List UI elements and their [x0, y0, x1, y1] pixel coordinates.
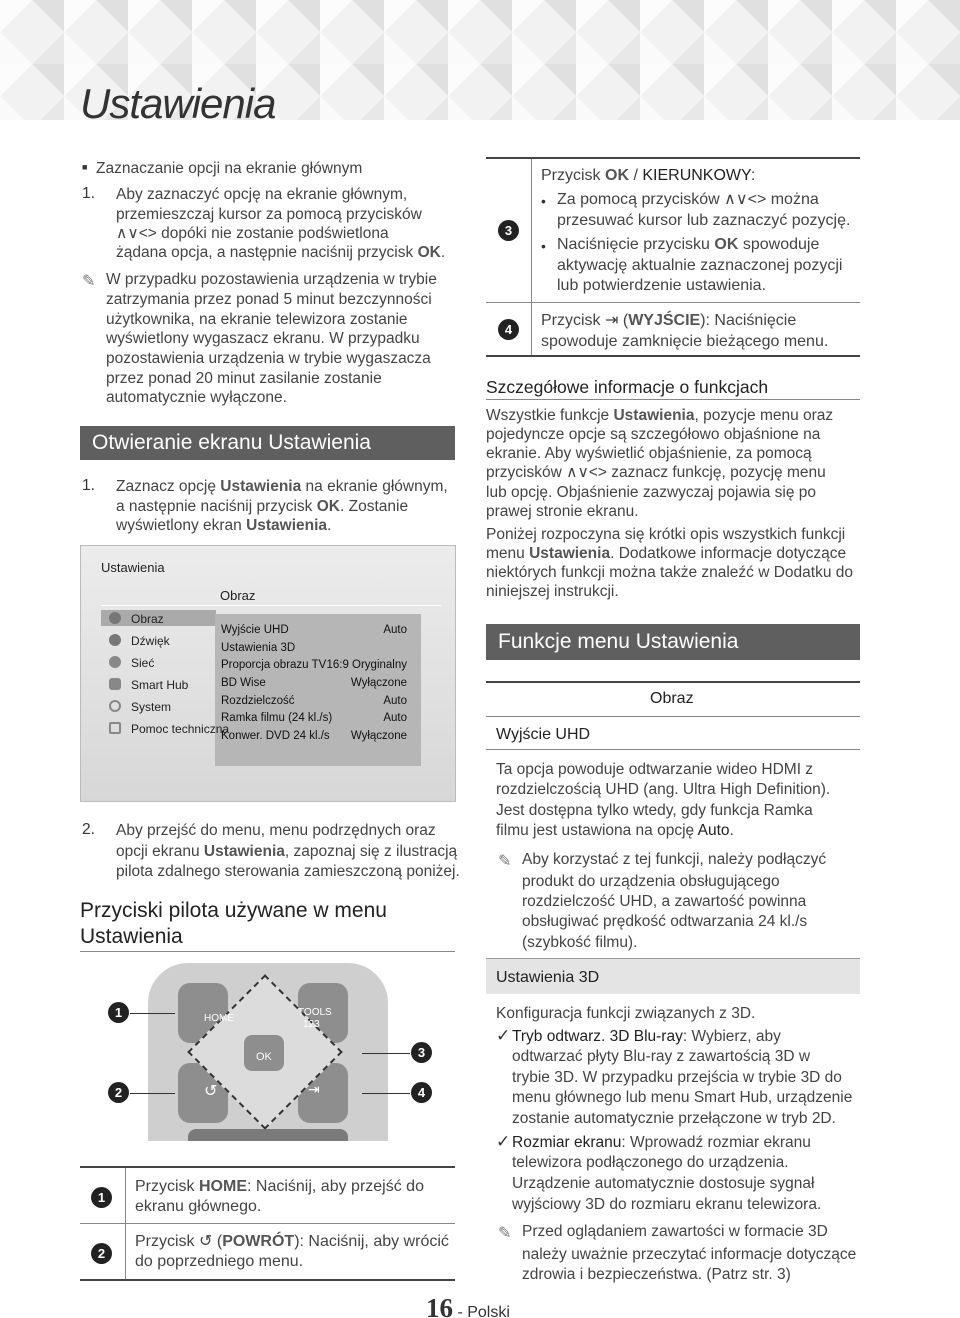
note-line: pozostawienia urządzenia w trybie wygaszacza: [106, 350, 431, 367]
uhd-note-line: obsługiwać prędkość odtwarzania 24 kl./s: [522, 913, 808, 930]
callout-line: [130, 1093, 175, 1094]
menu-row[interactable]: Rozdzielczość Auto: [221, 695, 407, 707]
table-rule: [486, 302, 860, 303]
3d-line: trybie 3D. W przypadku przejścia w trybie 3D do: [512, 1069, 842, 1086]
3d-line: Konfiguracja funkcji związanych z 3D.: [496, 1005, 756, 1022]
callout-line: [362, 1093, 410, 1094]
table-rule: [80, 1279, 455, 1281]
uhd-note-line: rozdzielczość UHD, a zawartość powinna: [522, 893, 807, 910]
checkmark-icon: ✓: [496, 1132, 511, 1151]
callout-line: [130, 1013, 175, 1014]
uhd-note-line: Aby korzystać z tej funkcji, należy podłączyć: [522, 851, 827, 868]
section-bar-open-settings: Otwieranie ekranu Ustawienia: [80, 426, 455, 460]
legend-line: przesuwać kursor lub zaznaczyć pozycję.: [557, 212, 851, 229]
legend-line: ekranu głównego.: [135, 1198, 262, 1215]
legend-line: spowoduje zamknięcie bieżącego menu.: [541, 333, 829, 350]
uhd-line: Ta opcja powoduje odtwarzanie wideo HDMI z: [496, 761, 814, 778]
legend-line: do poprzedniego menu.: [135, 1253, 304, 1270]
note-line: wyświetlony wygaszacz ekranu. W przypadku: [106, 330, 420, 347]
menu-side-item[interactable]: Obraz: [131, 612, 164, 626]
network-icon: [109, 656, 121, 668]
return-icon: ↺: [199, 1233, 213, 1250]
settings-menu-screenshot: [80, 545, 456, 802]
legend-number-2: 2: [91, 1243, 112, 1264]
menu-side-item[interactable]: Smart Hub: [131, 678, 189, 692]
sound-icon: [109, 634, 121, 646]
step-number: 1.: [82, 185, 95, 202]
step1-line: ∧∨<> dopóki nie zostanie podświetlona: [116, 225, 389, 242]
step-number: 1.: [82, 477, 95, 494]
open-step-line: wyświetlony ekran Ustawienia.: [116, 517, 332, 534]
menu-top-divider: [101, 584, 441, 606]
menu-row[interactable]: BD Wise Wyłączone: [221, 677, 407, 689]
detail-line: Poniżej rozpoczyna się krótki opis wszystkich funkcji: [486, 526, 846, 543]
remote-heading: Ustawienia: [80, 925, 183, 948]
uhd-label: Wyjście UHD: [496, 726, 591, 743]
legend-number-3: 3: [498, 220, 519, 241]
note-line: automatycznie wyłączone.: [106, 389, 287, 406]
note-line: użytkownika, na ekranie telewizora zostanie: [106, 311, 408, 328]
callout-number-4: 4: [411, 1082, 432, 1103]
uhd-note-line: produkt do urządzenia obsługującego: [522, 873, 780, 890]
legend-line: lub potwierdzenie ustawienia.: [557, 277, 767, 294]
step2-line: Aby przejść do menu, menu podrzędnych oraz: [116, 822, 436, 839]
3d-note-line: Przed oglądaniem zawartości w formacie 3D: [522, 1223, 828, 1240]
menu-row[interactable]: Proporcja obrazu TV 16:9 Oryginalny: [221, 659, 407, 671]
menu-panel-title: Obraz: [220, 588, 256, 603]
menu-side-item[interactable]: System: [131, 700, 172, 714]
heading-underline: [486, 399, 860, 400]
callout-number-2: 2: [108, 1082, 129, 1103]
page-language: - Polski: [457, 1304, 510, 1318]
note-pencil-icon: ✎: [82, 273, 96, 290]
legend-line: Przycisk OK / KIERUNKOWY:: [541, 167, 756, 184]
step2-line: pilota zdalnego sterowania zamieszczoną poniżej.: [116, 863, 460, 880]
step1-line: żądana opcja, a następnie naciśnij przycisk OK.: [116, 244, 446, 261]
note-pencil-icon: ✎: [498, 1225, 512, 1242]
uhd-line: filmu jest ustawiona na opcję Auto.: [496, 822, 734, 839]
legend-line: Przycisk ⇥ (WYJŚCIE): Naciśnięcie: [541, 312, 797, 329]
3d-line: odtwarzać płyty Blu-ray z zawartością 3D w: [512, 1048, 811, 1065]
menu-row[interactable]: Ramka filmu (24 kl./s) Auto: [221, 712, 407, 724]
smart-hub-icon: [109, 678, 121, 690]
table-rule: [486, 157, 860, 159]
callout-line: [362, 1053, 410, 1054]
picture-icon: [109, 612, 121, 624]
table-rule: [486, 681, 860, 683]
3d-line: Tryb odtwarz. 3D Blu-ray: Wybierz, aby: [512, 1028, 781, 1045]
step-number: 2.: [82, 821, 95, 838]
3d-line: wyjściowy 3D do rozmiaru ekranu telewizora.: [512, 1196, 822, 1213]
legend-number-4: 4: [498, 319, 519, 340]
tools-label-number: 123: [303, 1019, 320, 1030]
step1-line: Aby zaznaczyć opcję na ekranie głównym,: [116, 186, 408, 203]
note-line: W przypadku pozostawienia urządzenia w trybie: [106, 271, 437, 288]
step2-line: opcji ekranu Ustawienia, zapoznaj się z ilustracją: [116, 843, 458, 860]
3d-line: telewizora podłączonego do urządzenia.: [512, 1154, 789, 1171]
detail-line: niniejszej instrukcji.: [486, 583, 619, 600]
home-label: HOME: [204, 1013, 234, 1024]
square-bullet: ■: [82, 162, 88, 172]
bullet-dot: •: [541, 238, 546, 254]
page-title: Ustawienia: [80, 80, 276, 127]
legend-line: Naciśnięcie przycisku OK spowoduje: [557, 236, 820, 253]
checkmark-icon: ✓: [496, 1026, 511, 1045]
table-rule: [80, 1166, 455, 1168]
detail-line: prawej stronie ekranu.: [486, 503, 639, 520]
open-step-line: Zaznacz opcję Ustawienia na ekranie głównym,: [116, 478, 448, 495]
exit-arrow-icon: ⇥: [308, 1081, 320, 1097]
menu-panel: [215, 614, 421, 766]
3d-line: Rozmiar ekranu: Wprowadź rozmiar ekranu: [512, 1134, 811, 1151]
menu-side-item[interactable]: Dźwięk: [131, 634, 170, 648]
table-rule: [486, 355, 860, 357]
exit-icon: ⇥: [605, 312, 619, 329]
arrow-keys-icon: ∧∨<>: [724, 191, 767, 208]
detail-line: menu Ustawienia. Dodatkowe informacje dotyczące: [486, 545, 847, 562]
support-icon: [109, 722, 121, 734]
callout-number-1: 1: [108, 1002, 129, 1023]
legend-line: Przycisk ↺ (POWRÓT): Naciśnij, aby wrócić: [135, 1233, 449, 1250]
system-gear-icon: [109, 700, 121, 712]
selection-heading: Zaznaczanie opcji na ekranie głównym: [96, 160, 363, 177]
detail-line: pojedyncze opcje są szczegółowo objaśnione na: [486, 426, 821, 443]
menu-title: Ustawienia: [101, 560, 165, 575]
remote-bottom-buttons: [188, 1129, 348, 1141]
3d-note-line: zdrowia i bezpieczeństwa. (Patrz str. 3): [522, 1266, 791, 1283]
detail-line: ekranie. Aby wyświetlić objaśnienie, za pomocą: [486, 445, 812, 462]
detail-line: Wszystkie funkcje Ustawienia, pozycje menu oraz: [486, 407, 834, 424]
page-footer: [426, 1293, 510, 1318]
menu-side-item[interactable]: Pomoc techniczna: [131, 722, 230, 736]
bullet-dot: •: [541, 193, 546, 209]
legend-line: Za pomocą przycisków ∧∨<> można: [557, 191, 819, 208]
step1-line: przemieszczaj kursor za pomocą przycisków: [116, 206, 422, 223]
arrow-keys-icon: ∧∨<>: [566, 464, 607, 481]
note-pencil-icon: ✎: [498, 853, 512, 870]
column-heading: Obraz: [650, 690, 694, 707]
legend-line: Przycisk HOME: Naciśnij, aby przejść do: [135, 1178, 424, 1195]
callout-number-3: 3: [411, 1042, 432, 1063]
detail-heading: Szczegółowe informacje o funkcjach: [486, 377, 769, 397]
open-step-line: a następnie naciśnij przycisk OK. Zostanie: [116, 498, 409, 515]
ok-label: OK: [256, 1051, 272, 1063]
table-rule: [80, 1223, 455, 1224]
legend-line: aktywację aktualnie zaznaczonej pozycji: [557, 257, 843, 274]
remote-illustration: [148, 963, 388, 1141]
section-bar-menu-functions: Funkcje menu Ustawienia: [486, 624, 860, 660]
menu-row[interactable]: Ustawienia 3D: [221, 642, 296, 654]
heading-underline: [80, 951, 455, 952]
table-vertical-rule: [531, 159, 532, 355]
remote-heading: Przyciski pilota używane w menu: [80, 899, 387, 922]
menu-side-item[interactable]: Sieć: [131, 656, 155, 670]
uhd-line: Jest dostępna tylko wtedy, gdy funkcja Ramka: [496, 802, 813, 819]
uhd-line: rozdzielczością UHD (ang. Ultra High Definition).: [496, 781, 831, 798]
menu-row[interactable]: Konwer. DVD 24 kl./s Wyłączone: [221, 730, 407, 742]
return-arrow-icon: ↺: [204, 1083, 218, 1100]
note-line: przez ponad 20 minut zasilanie zostanie: [106, 370, 382, 387]
settings-3d-label: Ustawienia 3D: [496, 969, 600, 986]
3d-line: menu głównego lub menu Smart Hub, urządzenie: [512, 1089, 853, 1106]
tools-label: TOOLS: [298, 1007, 332, 1018]
detail-line: lub opcję. Objaśnienie zazwyczaj pojawia się po: [486, 484, 816, 501]
note-line: zatrzymania przez ponad 5 minut bezczynności: [106, 291, 432, 308]
detail-line: przycisków ∧∨<> zaznacz funkcję, pozycję menu: [486, 464, 826, 481]
3d-line: Urządzenie automatycznie dostosuje sygnał: [512, 1175, 815, 1192]
page-number: 16: [426, 1293, 453, 1318]
legend-number-1: 1: [91, 1187, 112, 1208]
uhd-note-line: (szybkość filmu).: [522, 934, 638, 951]
3d-line: zostanie automatycznie przełączone w tryb 2D.: [512, 1110, 836, 1127]
detail-line: niektórych funkcji można także znaleźć w Dodatku do: [486, 564, 854, 581]
3d-note-line: należy uważnie przeczytać informacje dotyczące: [522, 1246, 857, 1263]
menu-row[interactable]: Wyjście UHD Auto: [221, 624, 407, 636]
